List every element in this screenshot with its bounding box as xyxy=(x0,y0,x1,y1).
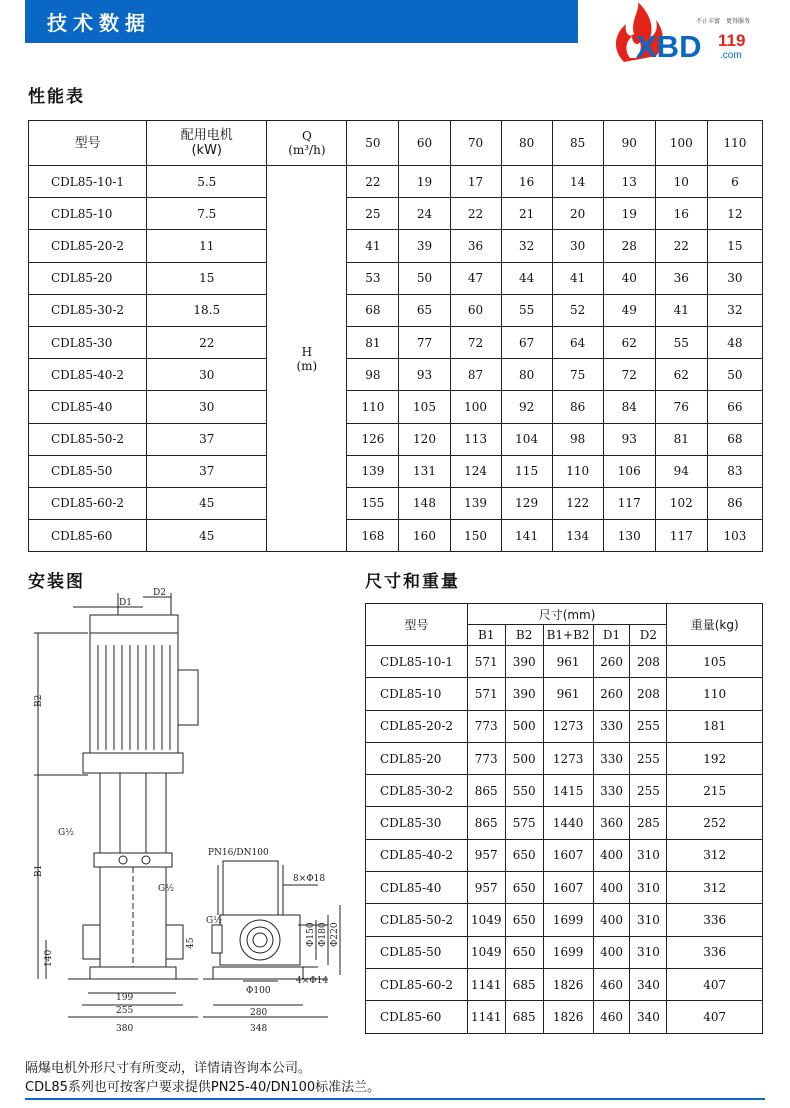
model-cell: CDL85-30 xyxy=(366,807,468,839)
model-cell: CDL85-20-2 xyxy=(29,230,147,262)
dimensions-table xyxy=(365,603,763,1034)
weight-header: 重量(kg) xyxy=(667,604,763,646)
label-d2: D2 xyxy=(153,588,166,598)
b1b2-cell: 1273 xyxy=(543,742,593,774)
motor-power-cell: 22 xyxy=(147,326,267,358)
header-bar xyxy=(25,0,578,43)
b1b2-cell: 961 xyxy=(543,678,593,710)
head-value-cell: 12 xyxy=(707,198,762,230)
b1b2-cell: 961 xyxy=(543,646,593,678)
model-cell: CDL85-40-2 xyxy=(29,359,147,391)
d2-cell: 285 xyxy=(630,807,667,839)
head-value-cell: 93 xyxy=(399,359,450,391)
d2-cell: 208 xyxy=(630,646,667,678)
label-g-top: G½ xyxy=(58,828,74,838)
model-cell: CDL85-30-2 xyxy=(366,775,468,807)
head-value-cell: 81 xyxy=(655,423,707,455)
model-cell: CDL85-20 xyxy=(29,262,147,294)
head-value-cell: 39 xyxy=(399,230,450,262)
b1b2-cell: 1415 xyxy=(543,775,593,807)
head-value-cell: 48 xyxy=(707,326,762,358)
head-value-cell: 83 xyxy=(707,455,762,487)
model-cell: CDL85-60-2 xyxy=(366,968,468,1000)
flow-header: Q (m³/h) xyxy=(267,121,347,166)
head-value-cell: 65 xyxy=(399,294,450,326)
installation-drawing xyxy=(28,585,348,1040)
d2-cell: 340 xyxy=(630,968,667,1000)
head-value-cell: 72 xyxy=(603,359,655,391)
head-value-cell: 62 xyxy=(655,359,707,391)
table-row xyxy=(366,872,763,904)
label-d1: D1 xyxy=(119,598,132,608)
b1-cell: 957 xyxy=(467,872,505,904)
head-value-cell: 150 xyxy=(450,520,501,552)
table-row xyxy=(366,968,763,1000)
head-value-cell: 98 xyxy=(552,423,603,455)
b1-cell: 1141 xyxy=(467,968,505,1000)
table-row xyxy=(29,166,763,198)
head-value-cell: 103 xyxy=(707,520,762,552)
head-value-cell: 30 xyxy=(707,262,762,294)
b1b2-cell: 1440 xyxy=(543,807,593,839)
model-cell: CDL85-30 xyxy=(29,326,147,358)
d1-cell: 360 xyxy=(593,807,630,839)
head-value-cell: 20 xyxy=(552,198,603,230)
w-cell: 215 xyxy=(667,775,763,807)
table-row xyxy=(29,391,763,423)
logo-brand: XBD xyxy=(636,29,702,64)
table-row xyxy=(366,742,763,774)
head-value-cell: 104 xyxy=(501,423,552,455)
table-row xyxy=(366,678,763,710)
head-value-cell: 21 xyxy=(501,198,552,230)
b2-header: B2 xyxy=(505,625,543,646)
label-199: 199 xyxy=(116,993,134,1003)
head-value-cell: 41 xyxy=(552,262,603,294)
head-value-cell: 6 xyxy=(707,166,762,198)
head-value-cell: 62 xyxy=(603,326,655,358)
head-value-cell: 55 xyxy=(655,326,707,358)
head-value-cell: 81 xyxy=(347,326,399,358)
label-holes8: 8×Φ18 xyxy=(293,874,326,884)
head-value-cell: 68 xyxy=(707,423,762,455)
label-phi180: Φ180 xyxy=(318,922,328,947)
pump-front-view xyxy=(68,593,198,979)
head-value-cell: 47 xyxy=(450,262,501,294)
head-value-cell: 60 xyxy=(450,294,501,326)
head-value-cell: 55 xyxy=(501,294,552,326)
w-cell: 192 xyxy=(667,742,763,774)
head-value-cell: 67 xyxy=(501,326,552,358)
b1-cell: 957 xyxy=(467,839,505,871)
head-value-cell: 22 xyxy=(347,166,399,198)
b2-cell: 685 xyxy=(505,1001,543,1033)
head-value-cell: 139 xyxy=(347,455,399,487)
w-cell: 407 xyxy=(667,968,763,1000)
model-cell: CDL85-40 xyxy=(29,391,147,423)
head-value-cell: 22 xyxy=(450,198,501,230)
b2-cell: 650 xyxy=(505,839,543,871)
d2-cell: 310 xyxy=(630,936,667,968)
table-row xyxy=(366,646,763,678)
b2-cell: 500 xyxy=(505,710,543,742)
b1-cell: 571 xyxy=(467,678,505,710)
b2-cell: 500 xyxy=(505,742,543,774)
motor-power-cell: 37 xyxy=(147,423,267,455)
w-cell: 252 xyxy=(667,807,763,839)
w-cell: 110 xyxy=(667,678,763,710)
table-row xyxy=(29,294,763,326)
d1-cell: 330 xyxy=(593,742,630,774)
label-g-side: G½ xyxy=(206,916,222,926)
head-value-cell: 86 xyxy=(707,487,762,519)
d2-cell: 310 xyxy=(630,904,667,936)
b2-cell: 575 xyxy=(505,807,543,839)
model-cell: CDL85-40-2 xyxy=(366,839,468,871)
b1-cell: 865 xyxy=(467,775,505,807)
d1-cell: 330 xyxy=(593,710,630,742)
head-value-cell: 72 xyxy=(450,326,501,358)
head-value-cell: 15 xyxy=(707,230,762,262)
head-value-cell: 139 xyxy=(450,487,501,519)
model-cell: CDL85-60 xyxy=(366,1001,468,1033)
b1b2-cell: 1607 xyxy=(543,872,593,904)
dimensions-title: 尺寸和重量 xyxy=(365,572,460,592)
head-value-cell: 141 xyxy=(501,520,552,552)
motor-power-cell: 45 xyxy=(147,520,267,552)
d1-cell: 400 xyxy=(593,936,630,968)
table-row xyxy=(29,359,763,391)
head-value-cell: 115 xyxy=(501,455,552,487)
table-row xyxy=(366,775,763,807)
head-label-cell: H (m) xyxy=(267,166,347,552)
b2-cell: 390 xyxy=(505,678,543,710)
b1b2-cell: 1699 xyxy=(543,904,593,936)
b1-cell: 1049 xyxy=(467,936,505,968)
table-row xyxy=(29,423,763,455)
head-value-cell: 16 xyxy=(655,198,707,230)
model-cell: CDL85-60-2 xyxy=(29,487,147,519)
head-value-cell: 110 xyxy=(552,455,603,487)
d2-cell: 255 xyxy=(630,742,667,774)
table-row xyxy=(29,262,763,294)
performance-title: 性能表 xyxy=(28,87,85,107)
b2-cell: 550 xyxy=(505,775,543,807)
table-row xyxy=(366,839,763,871)
d1-cell: 330 xyxy=(593,775,630,807)
footer-note-1: 隔爆电机外形尺寸有所变动，详情请咨询本公司。 xyxy=(25,1061,312,1076)
table-row xyxy=(366,710,763,742)
b1-cell: 773 xyxy=(467,710,505,742)
head-value-cell: 41 xyxy=(347,230,399,262)
d2-cell: 310 xyxy=(630,839,667,871)
performance-table xyxy=(28,120,763,552)
head-value-cell: 87 xyxy=(450,359,501,391)
flow-value: 60 xyxy=(399,121,450,166)
label-380: 380 xyxy=(116,1024,134,1034)
model-cell: CDL85-50 xyxy=(366,936,468,968)
head-value-cell: 94 xyxy=(655,455,707,487)
b1-cell: 571 xyxy=(467,646,505,678)
label-280: 280 xyxy=(250,1008,268,1018)
size-header: 尺寸(mm) xyxy=(467,604,667,625)
d2-cell: 310 xyxy=(630,872,667,904)
head-value-cell: 134 xyxy=(552,520,603,552)
model-cell: CDL85-20 xyxy=(366,742,468,774)
motor-header: 配用电机 (kW) xyxy=(147,121,267,166)
flow-value: 110 xyxy=(707,121,762,166)
head-value-cell: 13 xyxy=(603,166,655,198)
motor-power-cell: 7.5 xyxy=(147,198,267,230)
b2-cell: 390 xyxy=(505,646,543,678)
d1-cell: 460 xyxy=(593,1001,630,1033)
d1-cell: 260 xyxy=(593,678,630,710)
logo-slogan-right: 更得服务 xyxy=(726,18,751,25)
head-value-cell: 44 xyxy=(501,262,552,294)
head-value-cell: 117 xyxy=(603,487,655,519)
head-value-cell: 30 xyxy=(552,230,603,262)
head-value-cell: 155 xyxy=(347,487,399,519)
head-value-cell: 53 xyxy=(347,262,399,294)
model-cell: CDL85-50-2 xyxy=(366,904,468,936)
head-value-cell: 84 xyxy=(603,391,655,423)
table-row xyxy=(366,1001,763,1033)
flow-value: 50 xyxy=(347,121,399,166)
head-value-cell: 75 xyxy=(552,359,603,391)
w-cell: 336 xyxy=(667,904,763,936)
flow-value: 90 xyxy=(603,121,655,166)
b2-cell: 650 xyxy=(505,904,543,936)
head-value-cell: 36 xyxy=(450,230,501,262)
head-value-cell: 24 xyxy=(399,198,450,230)
head-value-cell: 64 xyxy=(552,326,603,358)
head-value-cell: 130 xyxy=(603,520,655,552)
head-value-cell: 22 xyxy=(655,230,707,262)
d2-cell: 255 xyxy=(630,710,667,742)
head-value-cell: 106 xyxy=(603,455,655,487)
head-value-cell: 117 xyxy=(655,520,707,552)
footer-note-2: CDL85系列也可按客户要求提供PN25-40/DN100标准法兰。 xyxy=(25,1080,381,1095)
head-value-cell: 131 xyxy=(399,455,450,487)
head-value-cell: 113 xyxy=(450,423,501,455)
head-value-cell: 86 xyxy=(552,391,603,423)
motor-power-cell: 18.5 xyxy=(147,294,267,326)
model-cell: CDL85-50-2 xyxy=(29,423,147,455)
table-row xyxy=(366,936,763,968)
model-cell: CDL85-40 xyxy=(366,872,468,904)
model-cell: CDL85-10-1 xyxy=(366,646,468,678)
head-value-cell: 102 xyxy=(655,487,707,519)
d2-header: D2 xyxy=(630,625,667,646)
w-cell: 312 xyxy=(667,839,763,871)
model-cell: CDL85-20-2 xyxy=(366,710,468,742)
head-value-cell: 32 xyxy=(707,294,762,326)
head-value-cell: 49 xyxy=(603,294,655,326)
w-cell: 312 xyxy=(667,872,763,904)
d2-cell: 340 xyxy=(630,1001,667,1033)
b2-cell: 685 xyxy=(505,968,543,1000)
b1b2-header: B1+B2 xyxy=(543,625,593,646)
logo-domain: .com xyxy=(720,50,742,61)
b1b2-cell: 1699 xyxy=(543,936,593,968)
w-cell: 105 xyxy=(667,646,763,678)
label-45: 45 xyxy=(186,937,196,949)
label-b2: B2 xyxy=(34,694,44,707)
brand-logo xyxy=(610,0,770,65)
model-cell: CDL85-10 xyxy=(366,678,468,710)
model-cell: CDL85-30-2 xyxy=(29,294,147,326)
head-value-cell: 148 xyxy=(399,487,450,519)
head-value-cell: 17 xyxy=(450,166,501,198)
table-row xyxy=(366,807,763,839)
label-g-mid: G½ xyxy=(158,884,174,894)
label-140: 140 xyxy=(44,949,54,967)
label-255: 255 xyxy=(116,1006,134,1016)
head-value-cell: 120 xyxy=(399,423,450,455)
head-value-cell: 32 xyxy=(501,230,552,262)
model-header: 型号 xyxy=(29,121,147,166)
motor-power-cell: 37 xyxy=(147,455,267,487)
head-value-cell: 122 xyxy=(552,487,603,519)
motor-power-cell: 30 xyxy=(147,359,267,391)
model-cell: CDL85-60 xyxy=(29,520,147,552)
head-value-cell: 41 xyxy=(655,294,707,326)
table-row xyxy=(29,230,763,262)
head-value-cell: 100 xyxy=(450,391,501,423)
d1-header: D1 xyxy=(593,625,630,646)
head-value-cell: 40 xyxy=(603,262,655,294)
b1-header: B1 xyxy=(467,625,505,646)
head-value-cell: 52 xyxy=(552,294,603,326)
head-value-cell: 50 xyxy=(399,262,450,294)
motor-power-cell: 5.5 xyxy=(147,166,267,198)
head-value-cell: 124 xyxy=(450,455,501,487)
head-value-cell: 80 xyxy=(501,359,552,391)
b2-cell: 650 xyxy=(505,936,543,968)
d2-cell: 255 xyxy=(630,775,667,807)
motor-power-cell: 11 xyxy=(147,230,267,262)
b1b2-cell: 1826 xyxy=(543,1001,593,1033)
w-cell: 407 xyxy=(667,1001,763,1033)
label-b1: B1 xyxy=(34,864,44,877)
d1-cell: 400 xyxy=(593,839,630,871)
label-348: 348 xyxy=(250,1024,268,1034)
b1b2-cell: 1273 xyxy=(543,710,593,742)
performance-header-row xyxy=(29,121,763,166)
head-value-cell: 28 xyxy=(603,230,655,262)
label-phi150: Φ150 xyxy=(306,922,316,947)
b2-cell: 650 xyxy=(505,872,543,904)
label-phi100: Φ100 xyxy=(246,986,271,996)
head-value-cell: 110 xyxy=(347,391,399,423)
head-value-cell: 92 xyxy=(501,391,552,423)
flow-value: 80 xyxy=(501,121,552,166)
table-row xyxy=(366,904,763,936)
b1-cell: 1049 xyxy=(467,904,505,936)
installation-title: 安装图 xyxy=(28,572,85,592)
head-value-cell: 168 xyxy=(347,520,399,552)
b1b2-cell: 1607 xyxy=(543,839,593,871)
head-value-cell: 25 xyxy=(347,198,399,230)
flow-value: 70 xyxy=(450,121,501,166)
label-phi220: Φ220 xyxy=(330,922,340,947)
head-value-cell: 36 xyxy=(655,262,707,294)
table-row xyxy=(29,198,763,230)
motor-power-cell: 15 xyxy=(147,262,267,294)
header-title: 技术数据 xyxy=(47,11,151,35)
model-cell: CDL85-10 xyxy=(29,198,147,230)
b1-cell: 865 xyxy=(467,807,505,839)
motor-power-cell: 30 xyxy=(147,391,267,423)
motor-power-cell: 45 xyxy=(147,487,267,519)
w-cell: 181 xyxy=(667,710,763,742)
head-value-cell: 93 xyxy=(603,423,655,455)
head-value-cell: 98 xyxy=(347,359,399,391)
flow-value: 100 xyxy=(655,121,707,166)
head-value-cell: 19 xyxy=(603,198,655,230)
head-value-cell: 76 xyxy=(655,391,707,423)
logo-number: 119 xyxy=(718,31,746,50)
d1-cell: 260 xyxy=(593,646,630,678)
head-value-cell: 14 xyxy=(552,166,603,198)
head-value-cell: 50 xyxy=(707,359,762,391)
b1b2-cell: 1826 xyxy=(543,968,593,1000)
head-value-cell: 160 xyxy=(399,520,450,552)
dim-model-header: 型号 xyxy=(366,604,468,646)
d1-cell: 400 xyxy=(593,872,630,904)
head-value-cell: 10 xyxy=(655,166,707,198)
model-cell: CDL85-50 xyxy=(29,455,147,487)
model-cell: CDL85-10-1 xyxy=(29,166,147,198)
b1-cell: 1141 xyxy=(467,1001,505,1033)
label-holes4: 4×Φ14 xyxy=(296,976,329,986)
table-row xyxy=(29,520,763,552)
head-value-cell: 105 xyxy=(399,391,450,423)
head-value-cell: 16 xyxy=(501,166,552,198)
head-value-cell: 126 xyxy=(347,423,399,455)
table-row xyxy=(29,487,763,519)
b1-cell: 773 xyxy=(467,742,505,774)
d1-cell: 460 xyxy=(593,968,630,1000)
d2-cell: 208 xyxy=(630,678,667,710)
head-value-cell: 68 xyxy=(347,294,399,326)
label-flange: PN16/DN100 xyxy=(208,848,269,858)
head-value-cell: 129 xyxy=(501,487,552,519)
w-cell: 336 xyxy=(667,936,763,968)
head-value-cell: 77 xyxy=(399,326,450,358)
logo-slogan-left: 不止丰富 xyxy=(696,18,721,25)
head-value-cell: 66 xyxy=(707,391,762,423)
bottom-rule xyxy=(25,1098,765,1100)
d1-cell: 400 xyxy=(593,904,630,936)
table-row xyxy=(29,455,763,487)
table-row xyxy=(29,326,763,358)
dimensions-header-row xyxy=(366,604,763,625)
flow-value: 85 xyxy=(552,121,603,166)
head-value-cell: 19 xyxy=(399,166,450,198)
